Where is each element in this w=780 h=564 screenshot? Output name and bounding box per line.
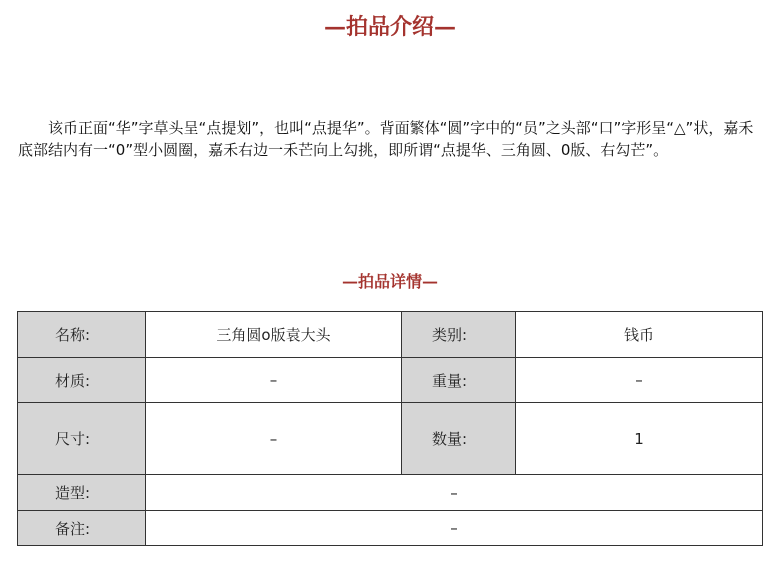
material-label: 材质: bbox=[18, 358, 146, 403]
shape-label: 造型: bbox=[18, 475, 146, 511]
category-label: 类别: bbox=[402, 312, 516, 358]
quantity-value: 1 bbox=[516, 403, 763, 475]
size-value: – bbox=[146, 403, 402, 475]
table-row bbox=[18, 403, 763, 475]
details-table bbox=[17, 311, 763, 546]
name-value: 三角圆o版袁大头 bbox=[146, 312, 402, 358]
intro-paragraph: 该币正面“华”字草头呈“点提划”，也叫“点提华”。背面繁体“圆”字中的“员”之头部“口”字形呈“△”状，嘉禾底部结内有一“0”型小圆圈，嘉禾右边一禾芒向上勾挑，即所谓“点提华、三角圆、0版、右勾芒”。 bbox=[18, 119, 754, 159]
category-value: 钱币 bbox=[516, 312, 763, 358]
size-label: 尺寸: bbox=[18, 403, 146, 475]
notes-label: 备注: bbox=[18, 511, 146, 546]
weight-value: – bbox=[516, 358, 763, 403]
notes-value: – bbox=[146, 511, 763, 546]
name-label: 名称: bbox=[18, 312, 146, 358]
shape-value: – bbox=[146, 475, 763, 511]
table-row bbox=[18, 511, 763, 546]
details-section-title: —拍品详情— bbox=[341, 272, 438, 291]
table-row bbox=[18, 475, 763, 511]
quantity-label: 数量: bbox=[402, 403, 516, 475]
table-row bbox=[18, 358, 763, 403]
intro-section-title: —拍品介绍— bbox=[323, 14, 456, 40]
table-row bbox=[18, 312, 763, 358]
material-value: – bbox=[146, 358, 402, 403]
weight-label: 重量: bbox=[402, 358, 516, 403]
